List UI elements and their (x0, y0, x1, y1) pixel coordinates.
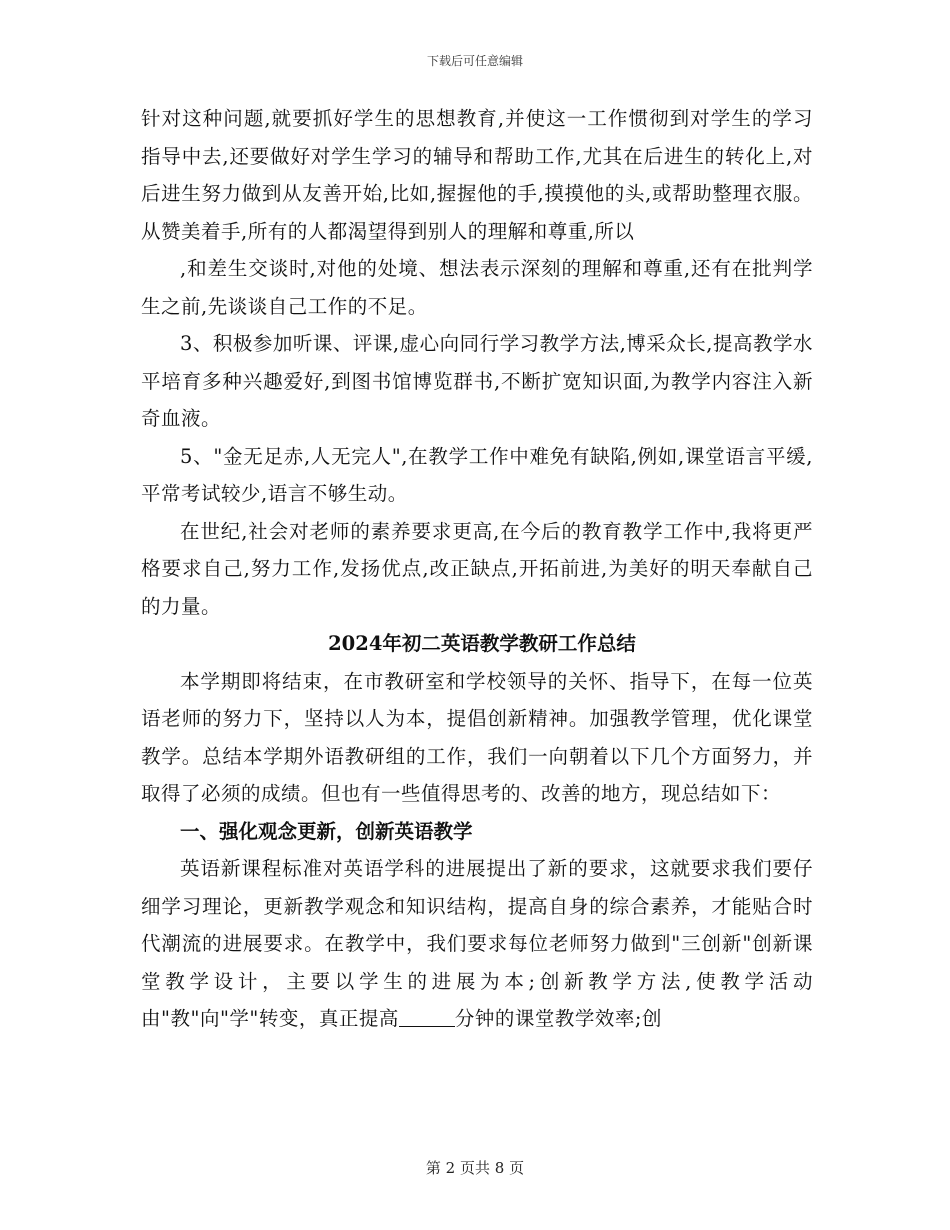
paragraph-6: 本学期即将结束，在市教研室和学校领导的关怀、指导下，在每一位英语老师的努力下，坚持以人为本，提倡创新精神。加强教学管理，优化课堂教学。总结本学期外语教研组的工作，我们一向朝着以下几个方面努力，并取得了必须的成绩。但也有一些值得思考的、改善的地方，现总结如下： (141, 669, 813, 805)
paragraph-7 (141, 850, 813, 1038)
paragraph-2: ,和差生交谈时,对他的处境、想法表示深刻的理解和尊重,还有在批判学生之前,先谈谈自己工作的不足。 (141, 257, 813, 318)
paragraph-1: 针对这种问题,就要抓好学生的思想教育,并使这一工作惯彻到对学生的学习指导中去,还要做好对学生学习的辅导和帮助工作,尤其在后进生的转化上,对后进生努力做到从友善开始,比如,握握他的手,摸摸他的头,或帮助整理衣服。从赞美着手,所有的人都渴望得到别人的理解和尊重,所以 (141, 107, 813, 243)
fill-blank (399, 1005, 455, 1027)
page-footer: 第 2 页共 8 页 (425, 1159, 525, 1177)
paragraph-4: 5、"金无足赤,人无完人",在教学工作中难免有缺陷,例如,课堂语言平缓,平常考试较少,语言不够生动。 (141, 444, 813, 505)
paragraph-7-start: 英语新课程标准对英语学科的进展提出了新的要求，这就要求我们要仔细学习理论，更新教学观念和知识结构，提高自身的综合素养，才能贴合时代潮流的进展要求。在教学中，我们要求每位老师努力做到"三创新"创新课堂教学设计，主要以学生的进展为本;创新教学方法,使教学活动由"教"向"学"转变，真正提高 (141, 857, 813, 1030)
paragraph-3: 3、积极参加听课、评课,虚心向同行学习教学方法,博采众长,提高教学水平培育多种兴趣爱好,到图书馆博览群书,不断扩宽知识面,为教学内容注入新奇血液。 (141, 332, 814, 430)
page-header: 下载后可任意编辑 (426, 54, 523, 68)
paragraph-7-end: 分钟的课堂教学效率;创 (454, 1007, 662, 1030)
section-heading-1: 一、强化观念更新，创新英语教学 (180, 819, 473, 843)
document-body (141, 100, 813, 1038)
paragraph-5: 在世纪,社会对老师的素养要求更高,在今后的教育教学工作中,我将更严格要求自己,努力工作,发扬优点,改正缺点,开拓前进,为美好的明天奉献自己的力量。 (141, 519, 813, 618)
section-title: 2024年初二英语教学教研工作总结 (328, 632, 636, 655)
